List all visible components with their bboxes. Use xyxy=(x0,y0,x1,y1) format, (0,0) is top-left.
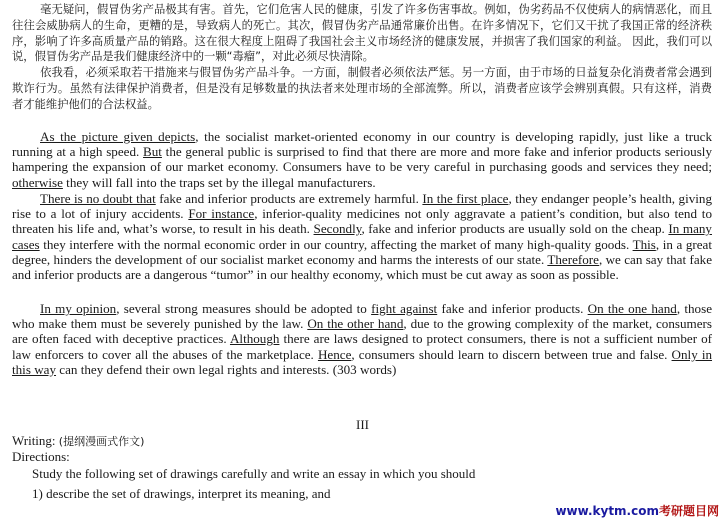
essay-text-segment: can they defend their own legal rights and interests. (303 words) xyxy=(56,361,397,377)
essay-text-segment: , we can say that fake and inferior products are a dangerous “tumor” in our healthy economy, which must be cut away as soon as possible. xyxy=(12,251,713,283)
underlined-phrase: On the other hand xyxy=(307,316,404,332)
directions-item-1: 1) describe the set of drawings, interpret its meaning, and xyxy=(32,486,331,501)
essay-paragraph-1 xyxy=(12,129,712,190)
essay-text-segment: , consumers should learn to discern between true and false. xyxy=(351,346,672,362)
underlined-phrase: Hence xyxy=(317,346,352,362)
essay-text-segment: , fake and inferior products are usually sold on the cheap. xyxy=(361,221,669,237)
chinese-paragraph-2-text: 依我看，必须采取若干措施来与假冒伪劣产品斗争。一方面，制假者必须依法严惩。另一方面，由于市场的日益复杂化消费者常会遇到欺诈行为。虽然有法律保护消费者，但是没有足够数量的执法者来处理市场的全部流弊。所以，消费者应该学会辨别真假。只有这样，消费者才能维护他们的合法权益。 xyxy=(12,66,712,111)
underlined-phrase: fight against xyxy=(371,301,438,316)
essay-paragraph-2 xyxy=(12,191,712,282)
underlined-phrase: In many cases xyxy=(12,221,712,252)
essay-text-segment: , they endanger people’s health, giving rise to a lot of injury accidents. xyxy=(12,191,712,222)
watermark-url: www.kytm.com xyxy=(555,504,659,518)
writing-label: Writing: xyxy=(12,433,56,448)
essay-text-segment: fake and inferior products. xyxy=(437,301,588,316)
underlined-phrase: On the one hand xyxy=(587,301,677,316)
essay-text-segment: , in a great degree, hinders the development of our socialist market economy and harms the interests of our state. xyxy=(12,236,712,267)
essay-text-segment: the general public is surprised to find that there are more and more fake and inferior products seriously hampering the expansion of our market economy. Consumers have to be very careful in purchasing goods and services they need; xyxy=(12,144,712,175)
essay-text-segment: fake and inferior products are extremely harmful. xyxy=(155,191,423,206)
underlined-phrase: But xyxy=(143,144,162,160)
directions-label: Directions: xyxy=(12,449,70,464)
chinese-paragraph-2 xyxy=(12,65,712,112)
essay-text-segment: , inferior-quality medicines not only aggravate a patient’s condition, but also tend to threaten his life and, what’s worse, to result in his death. xyxy=(12,206,712,237)
site-watermark xyxy=(555,502,719,519)
underlined-phrase: Secondly xyxy=(313,221,362,237)
essay-text-segment: they will fall into the traps set by the illegal manufacturers. xyxy=(62,174,376,190)
directions-instruction: Study the following set of drawings carefully and write an essay in which you should xyxy=(32,466,476,481)
underlined-phrase: There is no doubt that xyxy=(40,191,156,206)
underlined-phrase: In my opinion xyxy=(40,301,117,316)
underlined-phrase: otherwise xyxy=(12,174,63,190)
underlined-phrase: For instance xyxy=(188,206,255,222)
section-number: III xyxy=(356,417,369,432)
underlined-phrase: Although xyxy=(229,331,280,347)
writing-heading xyxy=(12,433,144,450)
underlined-phrase: In the first place xyxy=(422,191,509,206)
essay-paragraph-3 xyxy=(12,301,712,377)
essay-text-segment: they interfere with the normal economic order in our country, affecting the market of many high-quality goods. xyxy=(39,236,633,252)
essay-text-segment: there are laws designed to protect consumers, there is not a sufficient number of law enforcers to cover all the abuses of the marketplace. xyxy=(12,331,712,362)
underlined-phrase: Therefore xyxy=(547,251,599,267)
essay-text-segment: , those who make them must be severely punished by the law. xyxy=(12,301,713,332)
watermark-brand: 考研题目网 xyxy=(658,504,719,518)
essay-text-segment: , due to the growing complexity of the market, consumers are often faced with deceptive practices. xyxy=(12,316,712,347)
underlined-phrase: Only in this way xyxy=(12,346,713,377)
chinese-paragraph-1-text: 毫无疑问，假冒伪劣产品极其有害。首先，它们危害人民的健康，引发了许多伤害事故。例如，伪劣药品不仅使病人的病情恶化，而且往往会威胁病人的生命，更糟的是，导致病人的死亡。其次，假冒伪劣产品通常廉价出售。在许多情况下，它们又干扰了我国正常的经济秩序，影响了许多高质量产品的销路。这在很大程度上阻碍了我国社会主义市场经济的健康发展，并损害了我们国家的利益。 因此，我们可以说，假冒伪劣产品是我们健康经济中的一颗“毒瘤”，对此必须尽快清除。 xyxy=(12,3,712,64)
writing-note: (提纲漫画式作文) xyxy=(58,435,145,448)
chinese-paragraph-1 xyxy=(12,2,712,65)
underlined-phrase: This xyxy=(632,236,656,252)
underlined-phrase: As the picture given depicts xyxy=(40,129,196,144)
essay-text-segment: , the socialist market-oriented economy in our country is developing rapidly, just like a truck running at a high speed. xyxy=(12,129,712,160)
essay-text-segment: , several strong measures should be adopted to xyxy=(116,301,372,316)
